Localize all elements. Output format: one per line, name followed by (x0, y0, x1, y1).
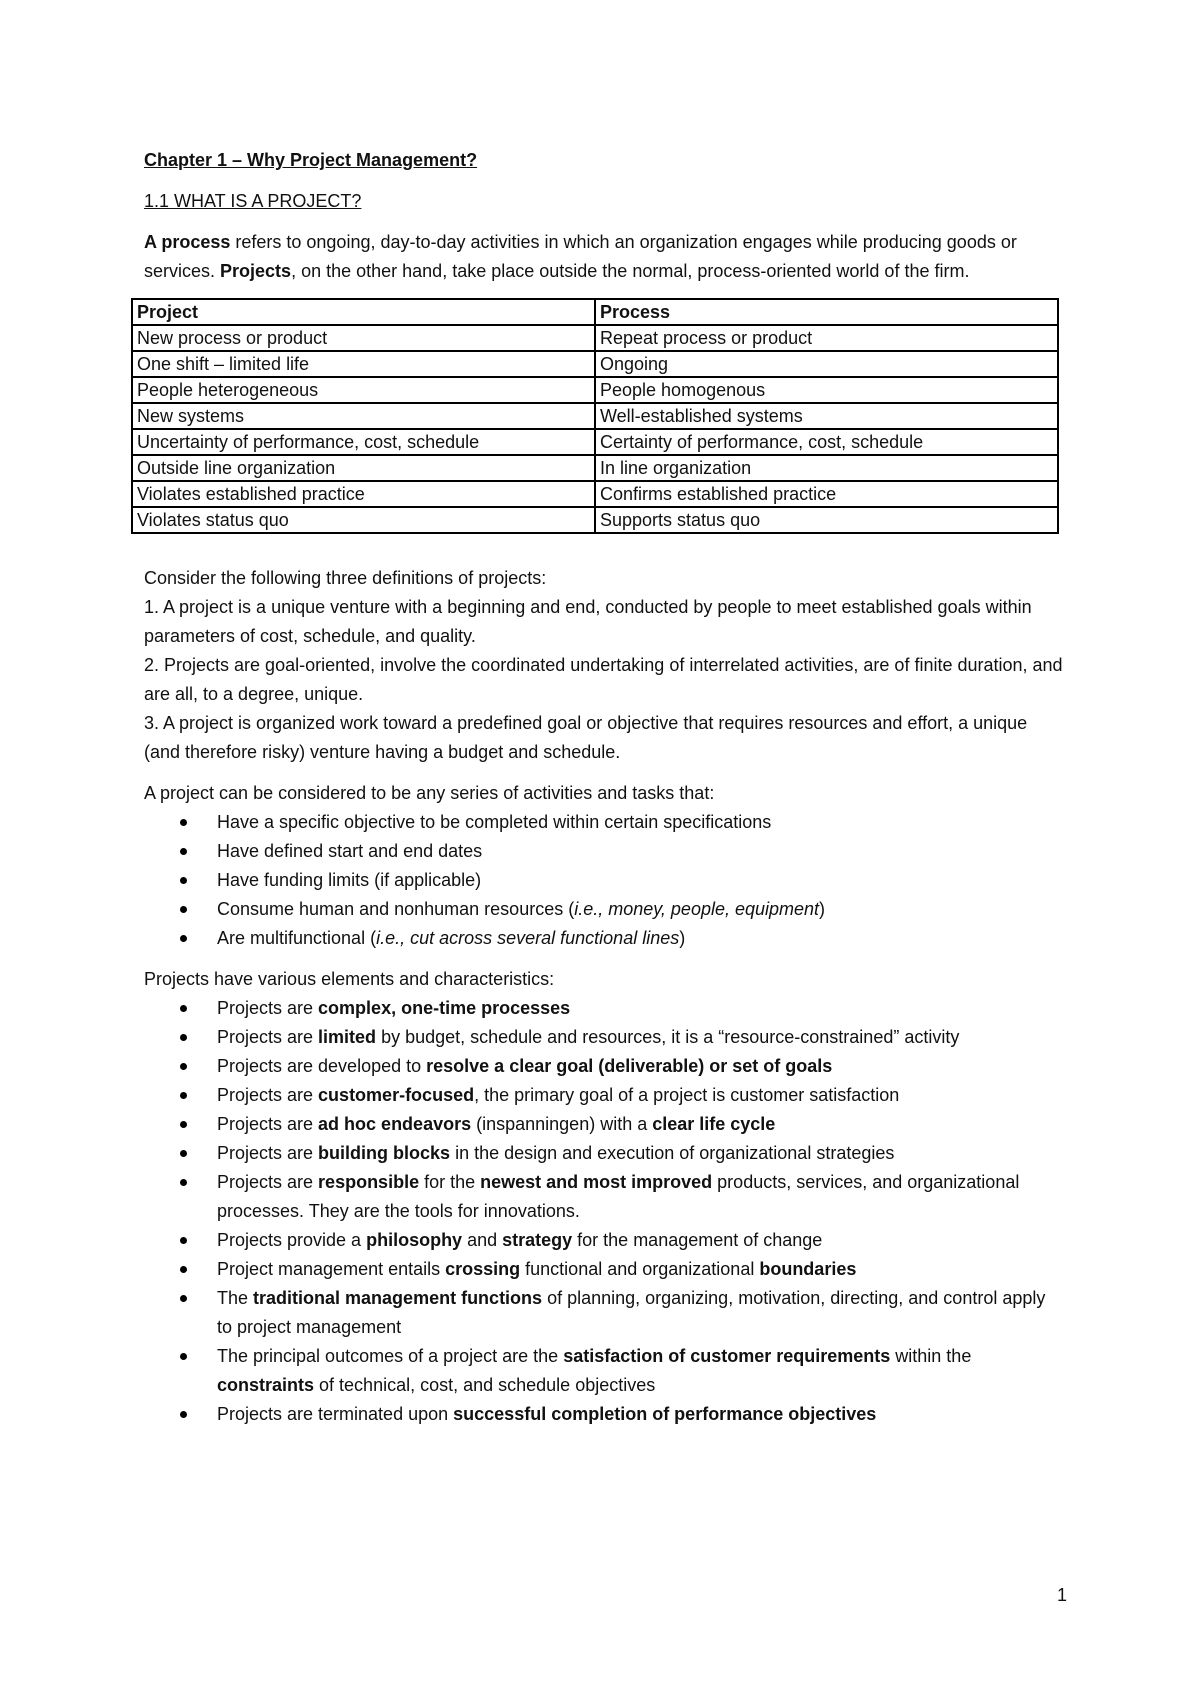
project-cell: Outside line organization (132, 455, 595, 481)
process-cell: Ongoing (595, 351, 1058, 377)
process-cell: Repeat process or product (595, 325, 1058, 351)
bullet-icon (180, 1237, 187, 1244)
list-item: Consume human and nonhuman resources (i.e., money, people, equipment) (144, 895, 1064, 924)
table-row (132, 429, 1058, 455)
table-body (132, 299, 1058, 533)
bullet-icon (180, 1179, 187, 1186)
table-row (132, 403, 1058, 429)
definition-1: 1. A project is a unique venture with a beginning and end, conducted by people to meet established goals within parameters of cost, schedule, and quality. (144, 597, 1032, 646)
chapter-title: Chapter 1 – Why Project Management? (144, 150, 478, 170)
bullet-icon (180, 877, 187, 884)
list-item: Projects are building blocks in the design and execution of organizational strategies (144, 1139, 1064, 1168)
project-cell: Violates established practice (132, 481, 595, 507)
header-project: Project (132, 299, 595, 325)
project-cell: New process or product (132, 325, 595, 351)
bullet-icon (180, 1411, 187, 1418)
definitions-block (144, 564, 1064, 767)
list-item: Projects are customer-focused, the primary goal of a project is customer satisfaction (144, 1081, 1064, 1110)
list-item: Have funding limits (if applicable) (144, 866, 1064, 895)
list-item: The traditional management functions of planning, organizing, motivation, directing, and control apply to project management (144, 1284, 1064, 1342)
list-item: Projects are terminated upon successful completion of performance objectives (144, 1400, 1064, 1429)
bullet-icon (180, 935, 187, 942)
definition-3: 3. A project is organized work toward a predefined goal or objective that requires resources and effort, a unique (and therefore risky) venture having a budget and schedule. (144, 713, 1028, 762)
activities-list (144, 808, 1064, 953)
project-cell: People heterogeneous (132, 377, 595, 403)
process-term: A process (144, 232, 231, 252)
definitions-intro: Consider the following three definitions of projects: (144, 568, 547, 588)
list-item: Project management entails crossing functional and organizational boundaries (144, 1255, 1064, 1284)
project-cell: New systems (132, 403, 595, 429)
projects-term: Projects (220, 261, 292, 281)
page-number: 1 (1056, 1585, 1067, 1605)
bullet-icon (180, 1295, 187, 1302)
process-cell: Supports status quo (595, 507, 1058, 533)
header-process: Process (595, 299, 1058, 325)
list-item: Projects provide a philosophy and strategy for the management of change (144, 1226, 1064, 1255)
process-cell: Confirms established practice (595, 481, 1058, 507)
bullet-icon (180, 1063, 187, 1070)
process-cell: People homogenous (595, 377, 1058, 403)
table-header-row (132, 299, 1058, 325)
table-row (132, 455, 1058, 481)
process-cell: In line organization (595, 455, 1058, 481)
table-row (132, 507, 1058, 533)
projects-text: , on the other hand, take place outside the normal, process-oriented world of the firm. (291, 261, 970, 281)
activities-intro: A project can be considered to be any series of activities and tasks that: (144, 783, 715, 803)
project-process-table (131, 298, 1059, 534)
bullet-icon (180, 848, 187, 855)
project-cell: Uncertainty of performance, cost, schedule (132, 429, 595, 455)
list-item: Projects are ad hoc endeavors (inspanningen) with a clear life cycle (144, 1110, 1064, 1139)
process-cell: Well-established systems (595, 403, 1058, 429)
list-item: Projects are developed to resolve a clear goal (deliverable) or set of goals (144, 1052, 1064, 1081)
bullet-icon (180, 1092, 187, 1099)
list-item: Have a specific objective to be completed within certain specifications (144, 808, 1064, 837)
bullet-icon (180, 906, 187, 913)
bullet-icon (180, 819, 187, 826)
table-row (132, 351, 1058, 377)
project-cell: Violates status quo (132, 507, 595, 533)
intro-paragraph (144, 228, 1064, 286)
list-item: Are multifunctional (i.e., cut across several functional lines) (144, 924, 1064, 953)
list-item: Projects are limited by budget, schedule and resources, it is a “resource-constrained” activity (144, 1023, 1064, 1052)
bullet-icon (180, 1266, 187, 1273)
bullet-icon (180, 1034, 187, 1041)
table-row (132, 325, 1058, 351)
list-item: The principal outcomes of a project are the satisfaction of customer requirements within the constraints of technical, cost, and schedule objectives (144, 1342, 1064, 1400)
definition-2: 2. Projects are goal-oriented, involve the coordinated undertaking of interrelated activities, are of finite duration, and are all, to a degree, unique. (144, 655, 1063, 704)
characteristics-list (144, 994, 1064, 1429)
process-text: refers to ongoing, day-to-day activities in which an organization engages while producing goods or services. (144, 232, 1017, 281)
bullet-icon (180, 1353, 187, 1360)
process-cell: Certainty of performance, cost, schedule (595, 429, 1058, 455)
table-row (132, 377, 1058, 403)
bullet-icon (180, 1005, 187, 1012)
page-content (137, 146, 1064, 1441)
project-cell: One shift – limited life (132, 351, 595, 377)
characteristics-intro: Projects have various elements and characteristics: (144, 969, 555, 989)
list-item: Projects are complex, one-time processes (144, 994, 1064, 1023)
bullet-icon (180, 1150, 187, 1157)
list-item: Have defined start and end dates (144, 837, 1064, 866)
table-row (132, 481, 1058, 507)
section-heading: 1.1 WHAT IS A PROJECT? (144, 191, 362, 211)
list-item: Projects are responsible for the newest and most improved products, services, and organizational processes. They are the tools for innovations. (144, 1168, 1064, 1226)
bullet-icon (180, 1121, 187, 1128)
